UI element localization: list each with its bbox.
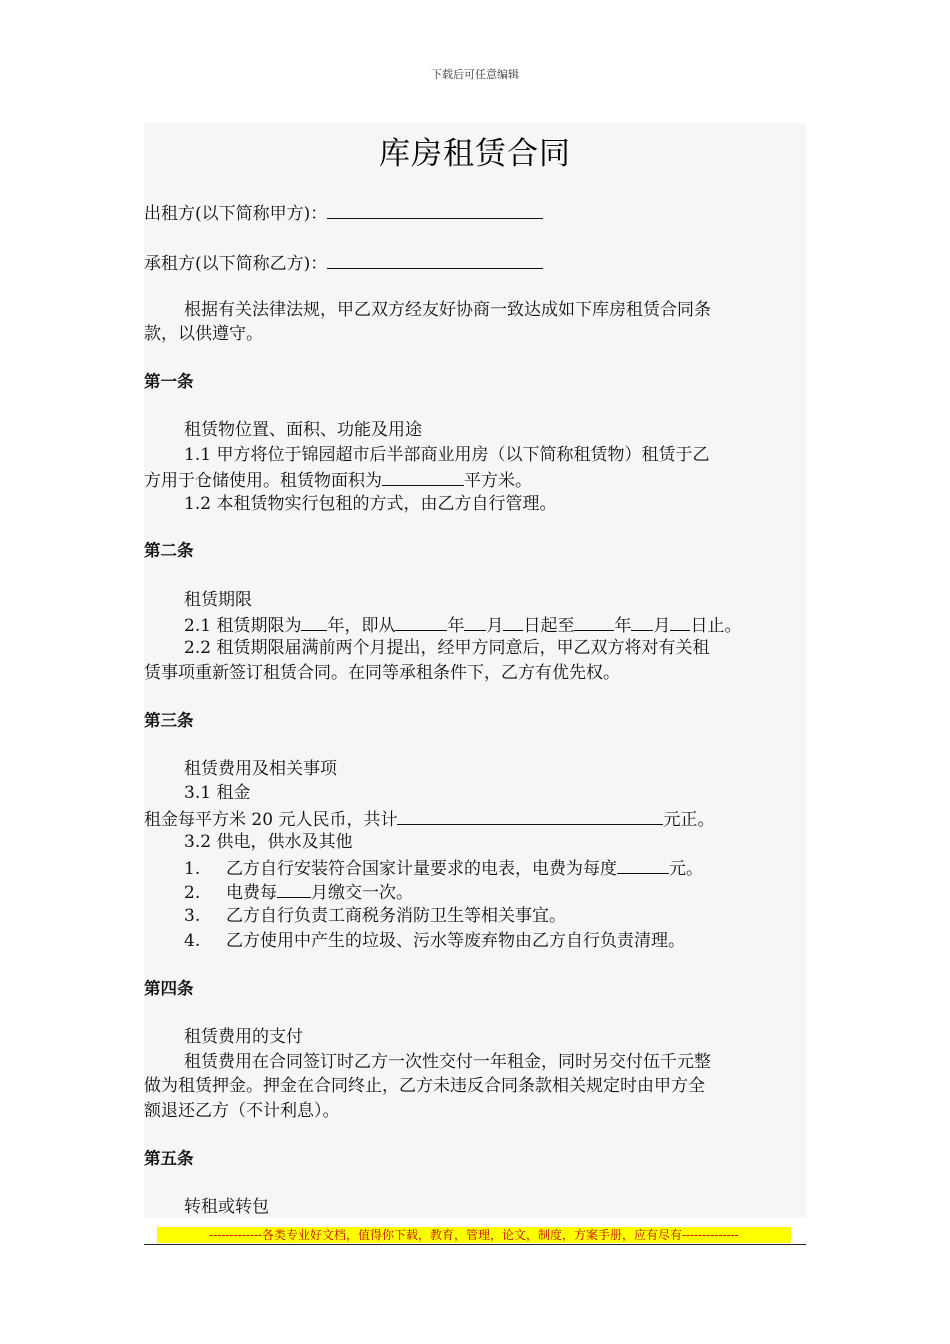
- intro-line-1: 根据有关法律法规，甲乙双方经友好协商一致达成如下库房租赁合同条: [184, 300, 711, 320]
- document-title: 库房租赁合同: [379, 136, 571, 172]
- footer-banner: -------------各类专业好文档，值得你下载，教育，管理，论文，制度，方案手册，应有尽有--------------: [157, 1227, 791, 1243]
- party-a-line: [144, 200, 543, 226]
- list-text: 乙方使用中产生的垃圾、污水等废弃物由乙方自行负责清理。: [226, 931, 685, 951]
- article-4-subtitle: 租赁费用的支付: [184, 1027, 303, 1047]
- article-1-clause-1-line-1: 1.1 甲方将位于锦园超市后半部商业用房（以下简称租赁物）租赁于乙: [184, 445, 710, 465]
- utility-item-3: [184, 904, 566, 928]
- term-years-blank[interactable]: [301, 612, 327, 631]
- start-day-label: 日起至: [523, 616, 575, 636]
- party-b-blank[interactable]: [327, 250, 543, 269]
- article-2-clause-1: [184, 612, 741, 638]
- article-5-heading: 第五条: [144, 1149, 194, 1168]
- utility-item-2: [184, 879, 413, 905]
- electricity-rate-blank[interactable]: [617, 855, 669, 874]
- list-number: 2.: [184, 883, 201, 903]
- end-day-blank[interactable]: [670, 612, 690, 631]
- article-4-heading: 第四条: [144, 979, 194, 998]
- term-label: 2.1 租赁期限为: [184, 616, 302, 636]
- rent-total-blank[interactable]: [397, 806, 663, 825]
- end-month-blank[interactable]: [631, 612, 653, 631]
- start-month-label: 月: [486, 616, 504, 636]
- term-from-label: 年，即从: [327, 616, 396, 636]
- article-1-heading: 第一条: [144, 372, 194, 391]
- rent-unit: 元正。: [663, 810, 715, 830]
- article-2-heading: 第二条: [144, 541, 194, 560]
- article-2-subtitle: 租赁期限: [184, 590, 252, 610]
- utility-item-1: [184, 855, 703, 881]
- intro-line-2: 款，以供遵守。: [144, 324, 263, 344]
- start-month-blank[interactable]: [464, 612, 486, 631]
- payment-interval-label: 电费每: [226, 883, 277, 903]
- utility-item-4: [184, 929, 685, 953]
- article-1-subtitle: 租赁物位置、面积、功能及用途: [184, 420, 422, 440]
- area-unit: 平方米。: [464, 471, 532, 491]
- area-blank[interactable]: [382, 467, 464, 486]
- end-year-blank[interactable]: [574, 612, 614, 631]
- payment-interval-unit: 月缴交一次。: [311, 883, 413, 903]
- article-2-clause-2-line-1: 2.2 租赁期限届满前两个月提出，经甲方同意后，甲乙双方将对有关租: [184, 638, 710, 658]
- article-3-section-2: 3.2 供电，供水及其他: [184, 832, 353, 852]
- area-label: 方用于仓储使用。租赁物面积为: [144, 471, 382, 491]
- article-1-clause-2: 1.2 本租赁物实行包租的方式，由乙方自行管理。: [184, 494, 557, 514]
- end-month-label: 月: [653, 616, 671, 636]
- article-3-section-1: 3.1 租金: [184, 783, 251, 803]
- electricity-rate-label: 乙方自行安装符合国家计量要求的电表，电费为每度: [226, 859, 617, 879]
- start-day-blank[interactable]: [503, 612, 523, 631]
- article-3-heading: 第三条: [144, 711, 194, 730]
- list-number: 4.: [184, 931, 201, 951]
- list-number: 3.: [184, 906, 201, 926]
- end-year-label: 年: [614, 616, 632, 636]
- article-2-clause-2-line-2: 赁事项重新签订租赁合同。在同等承租条件下，乙方有优先权。: [144, 663, 620, 683]
- header-note: 下载后可任意编辑: [431, 68, 519, 81]
- article-1-clause-1-line-2: [144, 467, 532, 493]
- article-4-line-3: 额退还乙方（不计利息）。: [144, 1101, 340, 1121]
- party-b-label: 承租方(以下简称乙方)：: [144, 254, 328, 274]
- start-year-blank[interactable]: [395, 612, 447, 631]
- party-a-label: 出租方(以下简称甲方)：: [144, 204, 328, 224]
- list-number: 1.: [184, 859, 201, 879]
- party-a-blank[interactable]: [327, 200, 543, 219]
- start-year-label: 年: [447, 616, 465, 636]
- electricity-rate-unit: 元。: [669, 859, 703, 879]
- article-3-subtitle: 租赁费用及相关事项: [184, 759, 337, 779]
- party-b-line: [144, 250, 543, 276]
- list-text: 乙方自行负责工商税务消防卫生等相关事宜。: [226, 906, 566, 926]
- payment-interval-blank[interactable]: [277, 879, 311, 898]
- rent-label: 租金每平方米 20 元人民币，共计: [144, 810, 398, 830]
- footer-divider: [144, 1244, 806, 1245]
- article-4-line-1: 租赁费用在合同签订时乙方一次性交付一年租金，同时另交付伍千元整: [184, 1052, 711, 1072]
- article-4-line-2: 做为租赁押金。押金在合同终止，乙方未违反合同条款相关规定时由甲方全: [144, 1076, 705, 1096]
- rent-line: [144, 806, 714, 832]
- article-5-subtitle: 转租或转包: [184, 1197, 269, 1217]
- end-day-label: 日止。: [690, 616, 742, 636]
